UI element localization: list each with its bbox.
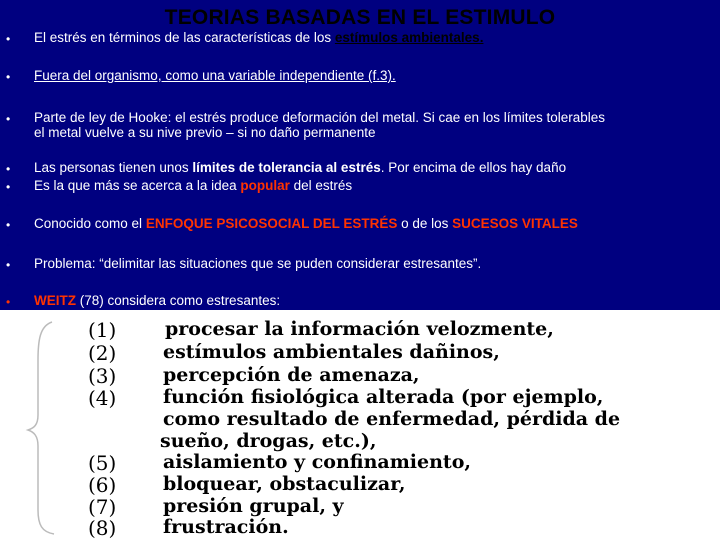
bullet-1-bold: estímulos ambientales. — [334, 30, 484, 45]
bullet-symbol: • — [6, 70, 11, 84]
bullet-5-red: popular — [240, 178, 290, 193]
bullet-4-tail: . Por encima de ellos hay daño — [380, 160, 567, 175]
list-item: percepción de amenaza, — [163, 364, 420, 386]
list-number: (3) — [88, 364, 117, 388]
bullet-8-tail: (78) considera como estresantes: — [76, 293, 281, 308]
bullet-symbol: • — [6, 295, 11, 309]
bullet-6-red-2: SUCESOS VITALES — [452, 216, 578, 231]
bullet-7: Problema: “delimitar las situaciones que se puden considerar estresantes”. — [34, 256, 482, 271]
list-item-continuation: como resultado de enfermedad, pérdida de — [163, 408, 621, 430]
list-number: (1) — [88, 318, 117, 342]
bullet-5 — [34, 178, 714, 193]
list-item-continuation: sueño, drogas, etc.), — [160, 430, 377, 452]
bullet-symbol: • — [6, 258, 11, 272]
stressor-list-image — [0, 310, 720, 540]
bullet-6-mid: o de los — [397, 216, 453, 231]
bullet-symbol: • — [6, 32, 11, 46]
list-item: aislamiento y confinamiento, — [163, 451, 471, 473]
bullet-1 — [34, 30, 714, 45]
list-item: estímulos ambientales dañinos, — [163, 341, 500, 363]
bullet-6-text: Conocido como el — [34, 216, 146, 231]
brace-icon — [22, 320, 62, 535]
bullet-4-bold: límites de tolerancia al estrés — [192, 160, 381, 175]
bullet-5-text: Es la que más se acerca a la idea — [34, 178, 241, 193]
bullet-3-line-1: Parte de ley de Hooke: el estrés produce deformación del metal. Si cae en los límites tolerables — [34, 110, 606, 125]
slide-title: TEORIAS BASADAS EN EL ESTIMULO — [164, 6, 556, 29]
bullet-6 — [34, 216, 714, 231]
list-number: (7) — [88, 495, 117, 519]
bullet-8-red: WEITZ — [34, 293, 76, 308]
list-item: bloquear, obstaculizar, — [163, 473, 406, 495]
bullet-symbol: • — [6, 180, 11, 194]
bullet-4 — [34, 160, 714, 175]
bullet-5-tail: del estrés — [289, 178, 353, 193]
list-number: (8) — [88, 516, 117, 540]
list-number: (4) — [88, 386, 117, 410]
bullet-4-text: Las personas tienen unos — [34, 160, 193, 175]
list-item: presión grupal, y — [163, 495, 344, 517]
bullet-symbol: • — [6, 112, 11, 126]
bullet-symbol: • — [6, 218, 11, 232]
list-number: (6) — [88, 473, 117, 497]
bullet-8 — [34, 293, 714, 308]
list-number: (2) — [88, 341, 117, 365]
list-item: función fisiológica alterada (por ejemplo, — [163, 386, 604, 408]
list-item: procesar la información velozmente, — [165, 318, 554, 340]
bullet-6-red-1: ENFOQUE PSICOSOCIAL DEL ESTRÉS — [145, 216, 398, 231]
bullet-3-line-2: el metal vuelve a su nive previo – si no daño permanente — [34, 125, 376, 140]
list-number: (5) — [88, 451, 117, 475]
bullet-3 — [34, 110, 714, 140]
list-item: frustración. — [163, 516, 289, 538]
bullet-2: Fuera del organismo, como una variable independiente (f.3). — [34, 68, 396, 83]
bullet-1-text: El estrés en términos de las características de los — [34, 30, 335, 45]
bullet-symbol: • — [6, 162, 11, 176]
